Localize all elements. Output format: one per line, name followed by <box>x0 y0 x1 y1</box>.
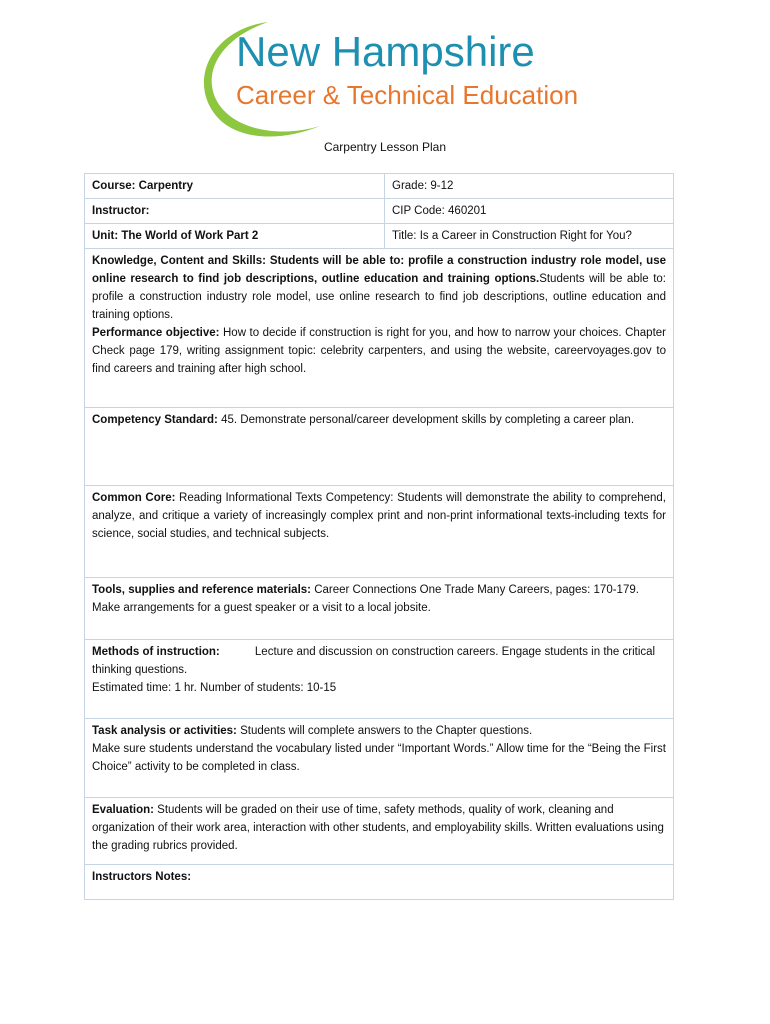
lesson-plan-table <box>84 173 674 900</box>
table-row <box>85 486 674 578</box>
table-row <box>85 408 674 486</box>
tools-cell <box>85 578 674 640</box>
competency-cell <box>85 408 674 486</box>
table-row <box>85 798 674 865</box>
competency-label: Competency Standard: <box>92 414 218 426</box>
table-row <box>85 719 674 798</box>
knowledge-skills-cell <box>85 249 674 408</box>
estimated-time-text: Estimated time: 1 hr. Number of students: 10-15 <box>92 682 337 694</box>
grade-cell: Grade: 9-12 <box>385 174 674 199</box>
methods-cell <box>85 640 674 719</box>
task-analysis-text-2: Make sure students understand the vocabulary listed under “Important Words.” Allow time for the “Being the First Choice” activity to be completed in class. <box>92 743 666 773</box>
lesson-title-cell: Title: Is a Career in Construction Right for You? <box>385 224 674 249</box>
task-analysis-text: Students will complete answers to the Chapter questions. <box>236 725 533 737</box>
methods-text: Lecture and discussion on construction careers. Engage students in the critical thinking questions. <box>92 646 656 676</box>
evaluation-text: Students will be graded on their use of time, safety methods, quality of work, cleaning and organization of their work area, interaction with other students, and employability skills. Written evaluations using the grading rubrics provided. <box>92 804 664 852</box>
table-row <box>85 224 674 249</box>
knowledge-skills-label: Knowledge, Content and Skills: Students will be able to: profile a construction industry role model, use online research to find job descriptions, outline education and training options. <box>92 255 666 285</box>
common-core-label: Common Core: <box>92 492 176 504</box>
table-row <box>85 199 674 224</box>
evaluation-label: Evaluation: <box>92 804 154 816</box>
table-row <box>85 865 674 900</box>
common-core-cell <box>85 486 674 578</box>
table-row <box>85 578 674 640</box>
knowledge-skills-text: Students will be able to: profile a construction industry role model, use online research to find job descriptions, outline education and training options. <box>92 273 666 321</box>
competency-text: 45. Demonstrate personal/career development skills by completing a career plan. <box>217 414 635 426</box>
task-analysis-label: Task analysis or activities: <box>92 725 237 737</box>
logo-subtitle: Career & Technical Education <box>236 80 579 110</box>
table-row <box>85 174 674 199</box>
table-row <box>85 249 674 408</box>
unit-cell: Unit: The World of Work Part 2 <box>85 224 385 249</box>
performance-objective-text: How to decide if construction is right for you, and how to narrow your choices. Chapter Check page 179, writing assignment topic: celebrity carpenters, and using the website, careervoyages.gov to find careers and training after high school. <box>92 327 666 375</box>
evaluation-cell <box>85 798 674 865</box>
task-analysis-cell <box>85 719 674 798</box>
tools-text: Career Connections One Trade Many Careers, pages: 170-179. Make arrangements for a guest speaker or a visit to a local jobsite. <box>92 584 639 614</box>
methods-label: Methods of instruction: <box>92 646 220 658</box>
instructor-cell: Instructor: <box>85 199 385 224</box>
cip-code-cell: CIP Code: 460201 <box>385 199 674 224</box>
course-cell: Course: Carpentry <box>85 174 385 199</box>
page-title: Carpentry Lesson Plan <box>323 140 447 154</box>
logo <box>190 16 590 140</box>
table-row <box>85 640 674 719</box>
tools-label: Tools, supplies and reference materials: <box>92 584 311 596</box>
logo-title: New Hampshire <box>236 28 535 75</box>
performance-objective-label: Performance objective: <box>92 327 220 339</box>
common-core-text: Reading Informational Texts Competency: Students will demonstrate the ability to comprehend, analyze, and critique a variety of increasingly complex print and non-print informational texts-including texts for science, social studies, and technical subjects. <box>92 492 666 540</box>
instructors-notes-cell: Instructors Notes: <box>85 865 674 900</box>
